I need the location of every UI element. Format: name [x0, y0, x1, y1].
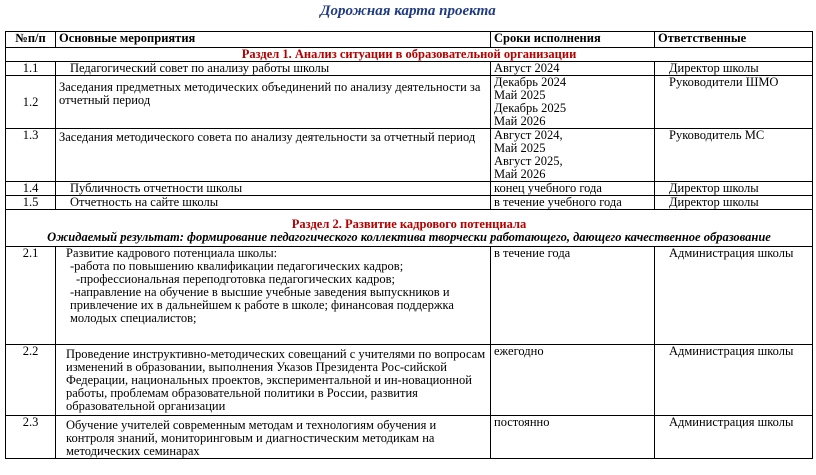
row-terms	[491, 129, 655, 182]
header-row	[6, 32, 813, 48]
row-activity: Отчетность на сайте школы	[56, 196, 491, 210]
row-responsible: Руководители ШМО	[655, 76, 813, 129]
term-line: Декабрь 2025	[494, 101, 567, 115]
table-row	[6, 345, 813, 416]
row-terms: в течение учебного года	[491, 196, 655, 210]
section2-header	[6, 210, 813, 247]
table-row	[6, 76, 813, 129]
term-line: Август 2025,	[494, 154, 563, 168]
header-num: №п/п	[6, 32, 56, 48]
term-line: Май 2025	[494, 88, 546, 102]
row-activity: Проведение инструктивно-методических совещаний с учителями по вопросам изменений в образовании, выполнения Указов Президента Рос-сийской Федерации, национальных проектов, экспериментальной и ин-новационной работы, проблемам образовательной политики в России, развития образовательной организации	[56, 345, 491, 416]
row-num: 1.2	[6, 76, 56, 129]
table-row	[6, 247, 813, 345]
table-row	[6, 62, 813, 76]
header-terms: Сроки исполнения	[491, 32, 655, 48]
row-num: 1.4	[6, 182, 56, 196]
term-line: Май 2026	[494, 167, 546, 181]
activity-line: -профессиональная переподготовка педагогических кадров;	[76, 272, 395, 286]
table-row	[6, 196, 813, 210]
row-num: 1.5	[6, 196, 56, 210]
section1-title: Раздел 1. Анализ ситуации в образовательной организации	[6, 48, 813, 62]
section2-title: Раздел 2. Развитие кадрового потенциала	[291, 217, 527, 231]
row-responsible: Администрация школы	[655, 345, 813, 416]
row-terms: ежегодно	[491, 345, 655, 416]
row-activity: Заседания методического совета по анализу деятельности за отчетный период	[56, 129, 491, 182]
activity-line: -направление на обучение в высшие учебные заведения выпускников и привлечение их в дальнейшем к работе в школе; финансовая поддержка молодых специалистов;	[70, 285, 454, 325]
row-responsible: Администрация школы	[655, 416, 813, 459]
activity-line: Развитие кадрового потенциала школы:	[66, 246, 278, 260]
row-terms	[491, 76, 655, 129]
row-num: 2.3	[6, 416, 56, 459]
row-num: 2.2	[6, 345, 56, 416]
row-activity: Заседания предметных методических объединений по анализу деятельности за отчетный период	[56, 76, 491, 129]
row-activity: Обучение учителей современным методам и технологиям обучения и контроля знаний, мониторинговым и диагностическим методикам на методических семинарах	[56, 416, 491, 459]
section1-title-row	[6, 48, 813, 62]
table-row	[6, 129, 813, 182]
header-responsible: Ответственные	[655, 32, 813, 48]
row-activity	[56, 247, 491, 345]
activity-line: -работа по повышению квалификации педагогических кадров;	[70, 259, 404, 273]
row-num: 1.3	[6, 129, 56, 182]
row-terms: постоянно	[491, 416, 655, 459]
row-activity: Публичность отчетности школы	[56, 182, 491, 196]
term-line: Август 2024,	[494, 128, 563, 142]
row-activity: Педагогический совет по анализу работы школы	[56, 62, 491, 76]
table-row	[6, 182, 813, 196]
row-num: 2.1	[6, 247, 56, 345]
term-line: Декабрь 2024	[494, 75, 567, 89]
section2-expected-result: Ожидаемый результат: формирование педагогического коллектива творчески работающего, дающего качественное образование	[47, 230, 771, 244]
section2-title-row	[6, 210, 813, 247]
row-responsible: Администрация школы	[655, 247, 813, 345]
row-terms: в течение года	[491, 247, 655, 345]
header-activity: Основные мероприятия	[56, 32, 491, 48]
term-line: Май 2025	[494, 141, 546, 155]
table-row	[6, 416, 813, 459]
row-responsible: Директор школы	[655, 196, 813, 210]
term-line: Май 2026	[494, 114, 546, 128]
roadmap-table	[5, 31, 813, 459]
row-responsible: Руководитель МС	[655, 129, 813, 182]
row-terms: конец учебного года	[491, 182, 655, 196]
row-num: 1.1	[6, 62, 56, 76]
row-responsible: Директор школы	[655, 182, 813, 196]
page-title: Дорожная карта проекта	[320, 3, 496, 19]
row-responsible: Директор школы	[655, 62, 813, 76]
row-terms: Август 2024	[491, 62, 655, 76]
